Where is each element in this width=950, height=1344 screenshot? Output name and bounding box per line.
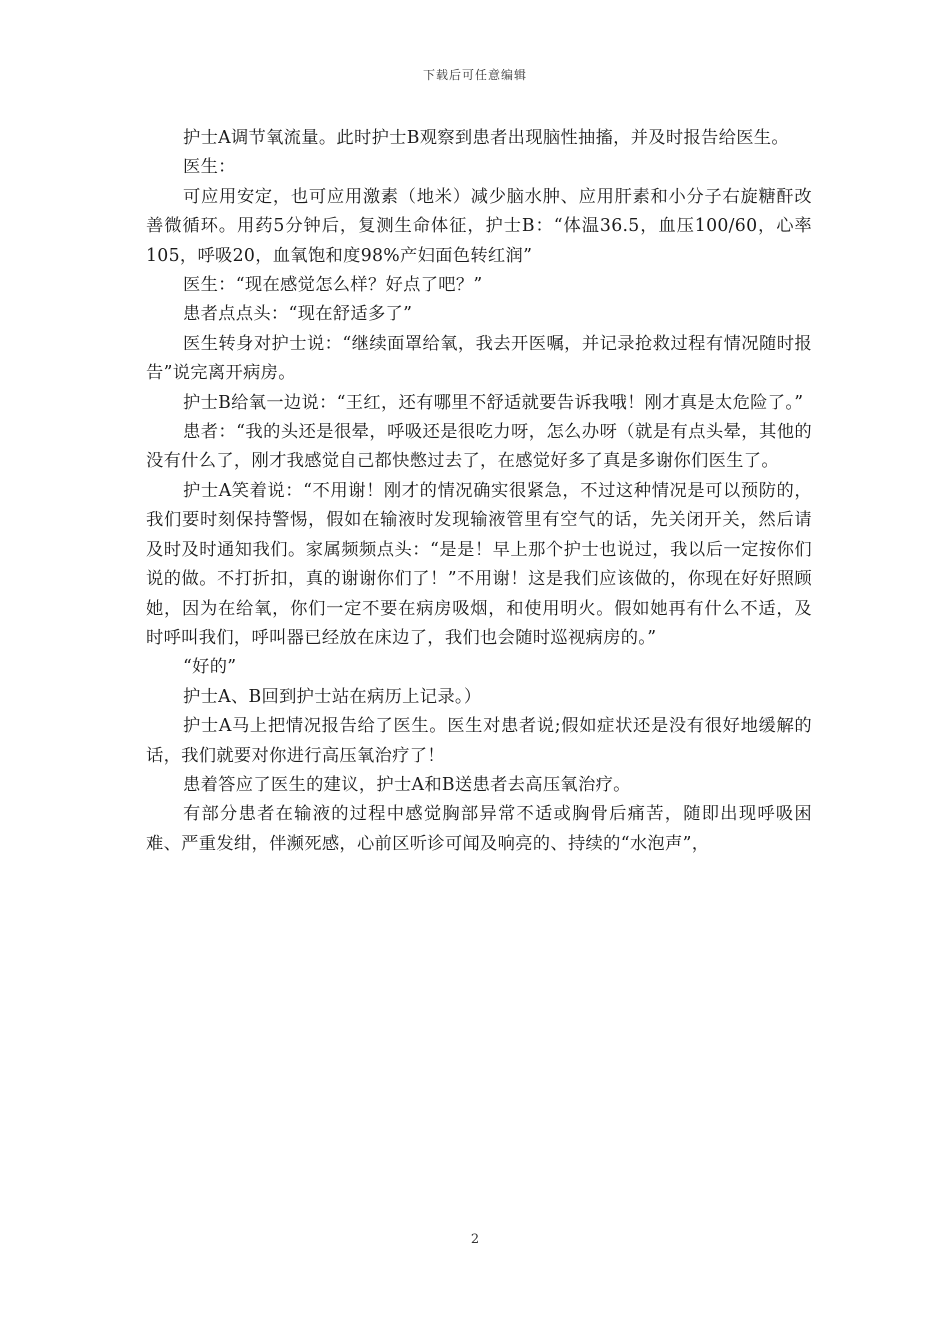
paragraph: 护士A调节氧流量。此时护士B观察到患者出现脑性抽搐，并及时报告给医生。 (183, 128, 789, 148)
paragraph: 医生： (183, 157, 236, 178)
paragraph: 护士A、B回到护士站在病历上记录。） (183, 686, 482, 707)
paragraph: 医生转身对护士说：“继续面罩给氧，我去开医嘱，并记录抢救过程有情况随时报告”说完离开病房。 (146, 333, 812, 384)
paragraph: 医生：“现在感觉怎么样？好点了吧？” (183, 275, 483, 296)
paragraph: 有部分患者在输液的过程中感觉胸部异常不适或胸骨后痛苦，随即出现呼吸困难、严重发绀，伴濒死感，心前区听诊可闻及响亮的、持续的“水泡声”， (146, 804, 812, 854)
paragraph: 患者：“我的头还是很晕，呼吸还是很吃力呀，怎么办呀（就是有点头晕，其他的没有什么了，刚才我感觉自己都快憋过去了，在感觉好多了真是多谢你们医生了。 (146, 422, 812, 472)
paragraph: 护士A马上把情况报告给了医生。医生对患者说;假如症状还是没有很好地缓解的话，我们就要对你进行高压氧治疗了！ (146, 716, 812, 766)
paragraph: 患者点点头：“现在舒适多了” (183, 304, 413, 325)
paragraph: 患着答应了医生的建议，护士A和B送患者去高压氧治疗。 (183, 774, 631, 795)
paragraph: 可应用安定，也可应用激素（地米）减少脑水肿、应用肝素和小分子右旋糖酐改善微循环。用药5分钟后，复测生命体征，护士B：“体温36.5，血压100/60，心率105，呼吸20，血氧饱和度98%产妇面色转红润” (146, 186, 812, 266)
paragraph: 护士A笑着说：“不用谢！刚才的情况确实很紧急，不过这种情况是可以预防的，我们要时刻保持警惕，假如在输液时发现输液管里有空气的话，先关闭开关，然后请及时及时通知我们。家属频频点头：“是是！早上那个护士也说过，我以后一定按你们说的做。不打折扣，真的谢谢你们了！”不用谢！这是我们应该做的，你现在好好照顾她，因为在给氧，你们一定不要在病房吸烟，和使用明火。假如她再有什么不适，及时呼叫我们，呼叫器已经放在床边了，我们也会随时巡视病房的。” (146, 480, 812, 648)
paragraph: “好的” (183, 657, 237, 678)
page-number: 2 (470, 1232, 480, 1247)
page-header: 下载后可任意编辑 (422, 68, 527, 82)
document-body (146, 124, 812, 859)
paragraph: 护士B给氧一边说：“王红，还有哪里不舒适就要告诉我哦！刚才真是太危险了。” (183, 392, 804, 413)
